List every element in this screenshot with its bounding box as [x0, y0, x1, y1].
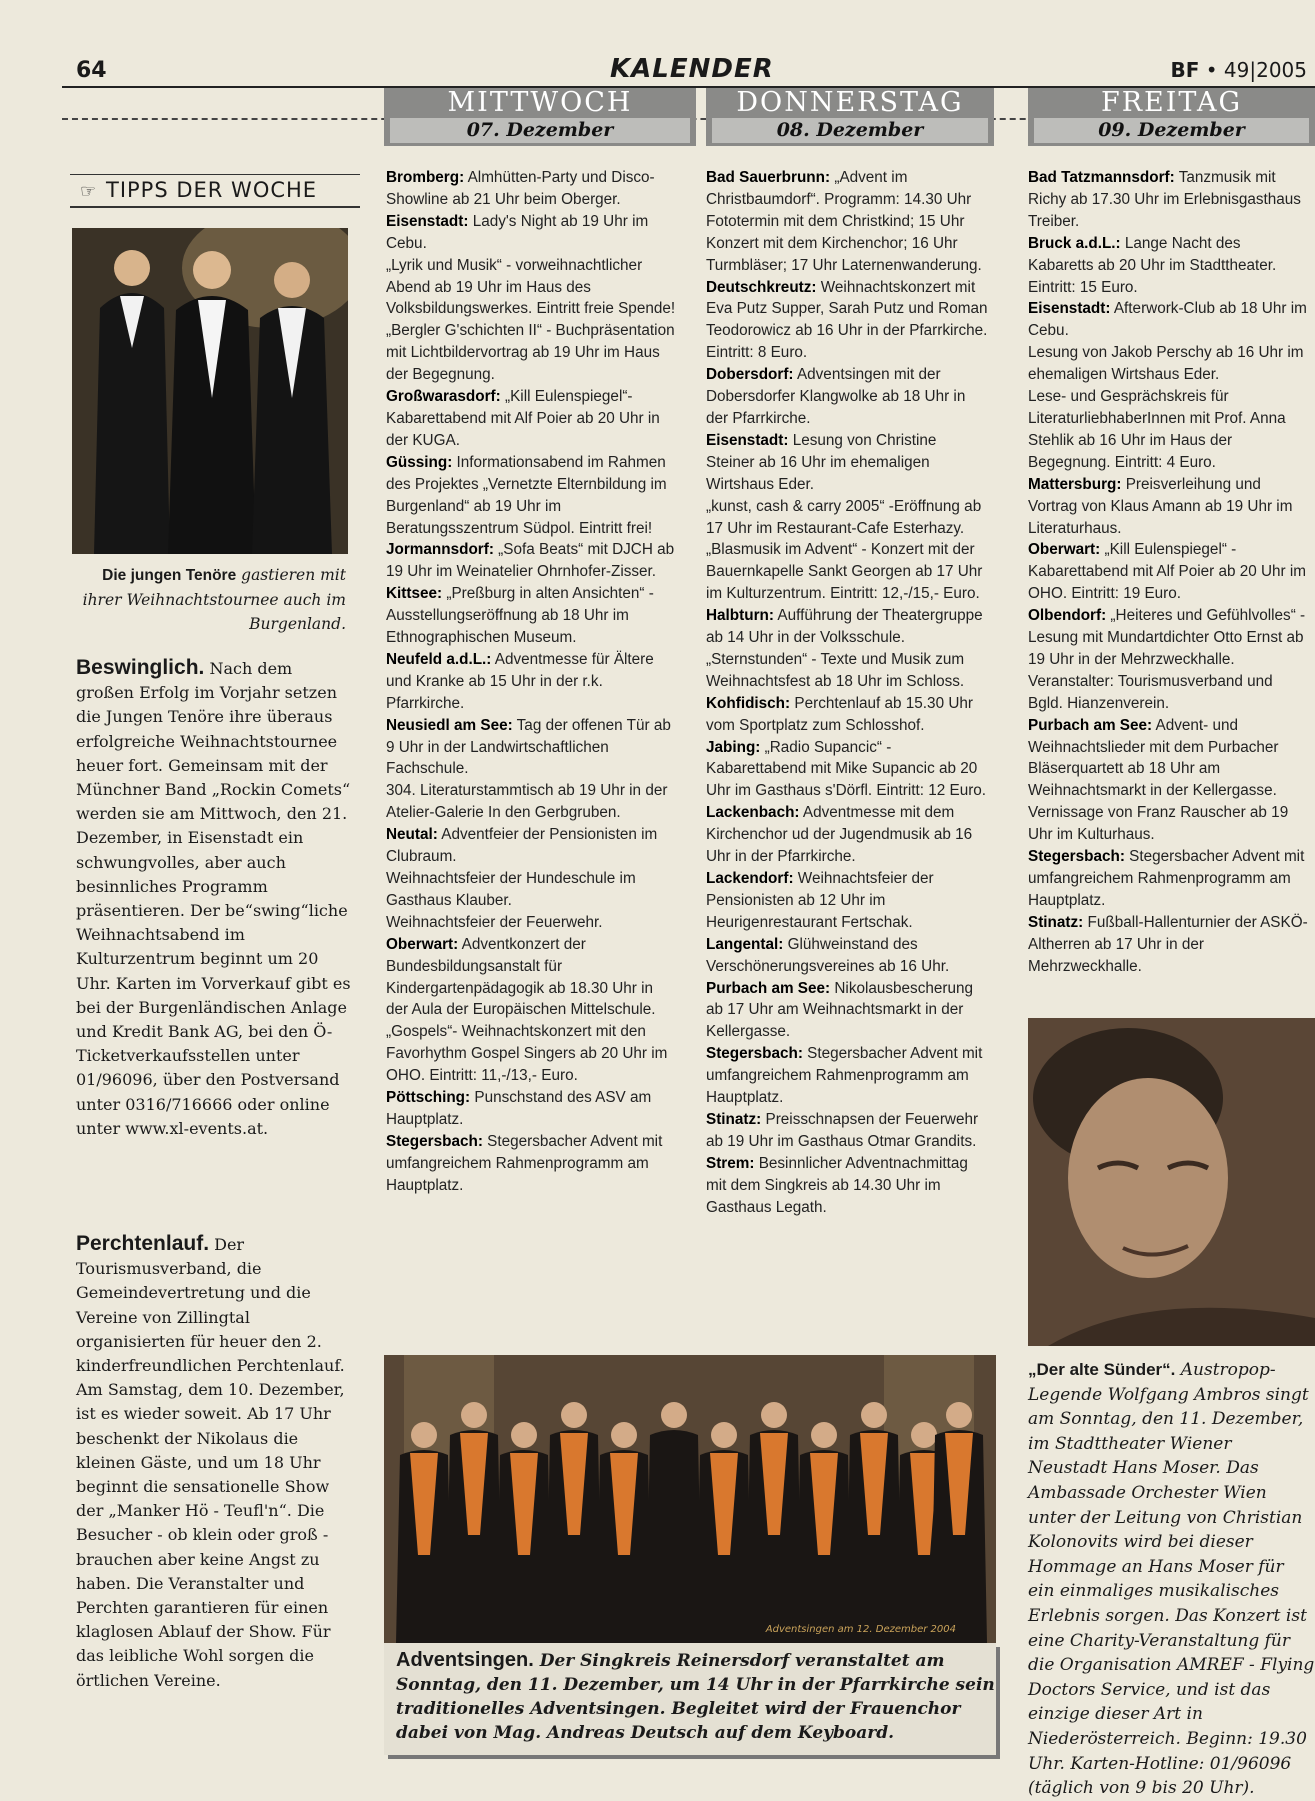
event-text: 304. Literaturstammtisch ab 19 Uhr in der Atelier-Galerie In den Gerbgruben.: [386, 782, 668, 822]
day-name: MITTWOCH: [447, 87, 633, 118]
event-place: Eisenstadt:: [386, 212, 469, 230]
event-text: Adventmesse mit dem Kirchenchor ud der Jugendmusik ab 16 Uhr in der Pfarrkirche.: [706, 804, 973, 866]
publication-name: BF: [1170, 58, 1200, 82]
event-entry: [706, 605, 988, 649]
event-place: Bruck a.d.L.:: [1028, 234, 1121, 252]
event-entry: [386, 1021, 676, 1087]
caption-text: gastieren mit ihrer Weihnachtstournee auch im Burgenland.: [82, 566, 346, 633]
singer-head: [611, 1422, 637, 1448]
event-text: Afterwork-Club ab 18 Uhr im Cebu.: [1028, 300, 1307, 340]
event-entry: [386, 255, 676, 321]
event-text: „Preßburg in alten Ansichten“ - Ausstellungseröffnung ab 18 Uhr im Ethnographischen Museum.: [386, 585, 654, 647]
event-text: „Radio Supancic“ - Kabarettabend mit Mike Supancic ab 20 Uhr im Gasthaus s'Dörfl. Eintritt: 12 Euro.: [706, 738, 987, 800]
event-entry: [1028, 386, 1310, 474]
event-place: Neufeld a.d.L.:: [386, 650, 492, 668]
event-place: Dobersdorf:: [706, 366, 794, 384]
singer-head: [511, 1422, 537, 1448]
singer-head: [561, 1402, 587, 1428]
event-entry: [706, 1109, 988, 1153]
article-perchtenlauf: [76, 1232, 354, 1693]
event-entry: [386, 715, 676, 781]
singer-head: [761, 1402, 787, 1428]
event-place: Stegersbach:: [1028, 848, 1125, 866]
event-place: Oberwart:: [386, 935, 459, 953]
caption-heading: „Der alte Sünder“.: [1028, 1360, 1176, 1379]
issue-number: 49|2005: [1223, 58, 1307, 82]
event-text: Weihnachtsfeier der Pensionisten ab 12 Uhr im Heurigenrestaurant Fertschak.: [706, 870, 934, 931]
event-text: Weihnachtsfeier der Feuerwehr.: [386, 913, 603, 931]
event-entry: [1028, 474, 1310, 540]
day-date: 07. Dezember: [390, 118, 690, 143]
singer-head: [811, 1422, 837, 1448]
event-entry: [386, 539, 676, 583]
event-place: Eisenstadt:: [1028, 300, 1111, 318]
event-entry: [706, 364, 988, 430]
day-name: DONNERSTAG: [736, 87, 964, 118]
event-place: Bad Tatzmannsdorf:: [1028, 169, 1175, 186]
event-entry: [706, 539, 988, 605]
event-place: Stegersbach:: [386, 1132, 483, 1150]
event-entry: [1028, 846, 1310, 912]
event-place: Kittsee:: [386, 585, 443, 603]
event-text: Perchtenlauf ab 15.30 Uhr vom Sportplatz zum Schlosshof.: [706, 694, 973, 734]
events-wednesday: [386, 167, 676, 1197]
event-place: Stinatz:: [706, 1110, 762, 1128]
event-text: „Advent im Christbaumdorf“. Programm: 14.30 Uhr Fototermin mit dem Christkind; 15 Uhr Konzert mit dem Kirchenchor; 16 Uhr Turmbläser; 17 Uhr Laternenwanderung.: [706, 169, 982, 274]
event-entry: [386, 912, 676, 934]
event-entry: [386, 824, 676, 868]
event-entry: [386, 868, 676, 912]
ambros-caption: [1028, 1358, 1315, 1801]
event-text: „Sofa Beats“ mit DJCH ab 19 Uhr im Weinatelier Ohrnhofer-Zisser.: [386, 541, 675, 581]
event-entry: [706, 868, 988, 934]
event-entry: [706, 934, 988, 978]
article-body: Der Tourismusverband, die Gemeindevertretung und die Vereine von Zillingtal organisierten für heuer den 2. kinderfreundlichen Perchtenlauf. Am Samstag, dem 10. Dezember, ist es wieder soweit. Ab 17 Uhr beschenkt der Nikolaus die kleinen Gäste, und um 18 Uhr beginnt die sensationelle Show der „Manker Hö - Teufl'n“. Die Besucher - ob klein oder groß - brauchen aber keine Angst zu haben. Die Veranstalter und Perchten garantieren für einen klaglosen Ablauf der Show. Für das leibliche Wohl sorgen die örtlichen Vereine.: [76, 1235, 345, 1690]
event-place: Bad Sauerbrunn:: [706, 169, 831, 186]
event-place: Großwarasdorf:: [386, 388, 501, 406]
photo-watermark: Adventsingen am 12. Dezember 2004: [765, 1624, 956, 1635]
event-entry: [706, 802, 988, 868]
caption-bold: Die jungen Tenöre: [102, 567, 237, 584]
event-place: Langental:: [706, 935, 784, 953]
event-text: Stegersbacher Advent mit umfangreichem Rahmenprogramm am Hauptplatz.: [386, 1132, 663, 1194]
event-entry: [386, 1087, 676, 1131]
event-place: Oberwart:: [1028, 541, 1101, 559]
event-text: Fußball-Hallenturnier der ASKÖ-Altherren ab 17 Uhr in der Mehrzweckhalle.: [1028, 913, 1308, 975]
ambros-photo: [1028, 1018, 1315, 1346]
event-entry: [1028, 912, 1310, 978]
caption-text: Der Singkreis Reinersdorf veranstaltet am Sonntag, den 11. Dezember, um 14 Uhr in der Pfarrkirche sein traditionelles Adventsingen. Begleitet wird der Frauenchor dabei von Mag. Andreas Deutsch auf dem Keyboard.: [396, 1651, 995, 1743]
event-entry: [706, 737, 988, 803]
event-place: Stinatz:: [1028, 913, 1084, 931]
event-text: Stegersbacher Advent mit umfangreichem Rahmenprogramm am Hauptplatz.: [706, 1045, 983, 1107]
event-text: Tag der offenen Tür ab 9 Uhr in der Landwirtschaftlichen Fachschule.: [386, 716, 671, 778]
event-text: Stegersbacher Advent mit umfangreichem Rahmenprogramm am Hauptplatz.: [1028, 848, 1305, 909]
page-number: 64: [76, 58, 107, 83]
article-body: Nach dem großen Erfolg im Vorjahr setzen die Jungen Tenöre ihre überaus erfolgreiche Weihnachtstournee heuer fort. Gemeinsam mit der Münchner Band „Rockin Comets“ werden sie am Mittwoch, den 21. Dezember, in Eisenstadt ein schwungvolles, aber auch besinnliches Programm präsentieren. Der be“swing“liche Weihnachtsabend im Kulturzentrum beginnt um 20 Uhr. Karten im Vorverkauf gibt es bei der Burgenländischen Anlage und Kredit Bank AG, bei den Ö-Ticketverkaufsstellen unter 01/96096, über den Postversand unter 0316/716666 oder online unter www.xl-events.at.: [76, 659, 351, 1138]
event-entry: [386, 934, 676, 1022]
event-text: Informationsabend im Rahmen des Projektes „Vernetzte Elternbildung im Burgenland“ ab 19 Uhr im Beratungsszentrum Südpol. Eintritt frei!: [386, 453, 667, 537]
event-text: Besinnlicher Adventnachmittag mit dem Singkreis ab 14.30 Uhr im Gasthaus Legath.: [706, 1154, 968, 1216]
caption-text: Austropop-Legende Wolfgang Ambros singt am Sonntag, den 11. Dezember, im Stadttheater Wiener Neustadt Hans Moser. Das Ambassade Orchester Wien unter der Leitung von Christian Kolonovits wird bei dieser Hommage an Hans Moser für ein einmaliges musikalisches Erlebnis sorgen. Das Konzert ist eine Charity-Veranstaltung für die Organisation AMREF - Flying Doctors Service, und ist das einzige dieser Art in Niederösterreich. Beginn: 19.30 Uhr. Karten-Hotline: 01/96096 (täglich von 9 bis 20 Uhr).: [1028, 1360, 1315, 1799]
event-place: Eisenstadt:: [706, 431, 789, 449]
event-place: Purbach am See:: [1028, 716, 1153, 734]
singer-head: [711, 1422, 737, 1448]
event-entry: [386, 211, 676, 255]
event-entry: [706, 496, 988, 540]
bullet: •: [1205, 58, 1218, 82]
event-entry: [706, 978, 988, 1044]
event-text: Adventkonzert der Bundesbildungsanstalt für Kindergartenpädagogik ab 18.30 Uhr in der Aula der Europäischen Mittelschule.: [386, 935, 656, 1019]
event-text: Preisschnapsen der Feuerwehr ab 19 Uhr im Gasthaus Otmar Grandits.: [706, 1110, 979, 1150]
article-heading: Beswinglich.: [76, 656, 205, 679]
event-place: Strem:: [706, 1154, 755, 1172]
choir-photo: [384, 1355, 996, 1643]
event-text: Adventmesse für Ältere und Kranke ab 15 Uhr in der r.k. Pfarrkirche.: [386, 650, 654, 712]
event-place: Bromberg:: [386, 169, 465, 186]
caption-heading: Adventsingen.: [396, 1649, 534, 1671]
event-text: „Kill Eulenspiegel“-Kabarettabend mit Alf Poier ab 20 Uhr in der KUGA.: [386, 388, 660, 449]
event-text: Nikolausbescherung ab 17 Uhr am Weihnachtsmarkt in der Kellergasse.: [706, 979, 973, 1041]
event-text: Adventfeier der Pensionisten im Clubraum.: [386, 826, 658, 866]
event-place: Halbturn:: [706, 607, 774, 625]
event-entry: [1028, 167, 1310, 233]
event-place: Lackenbach:: [706, 804, 800, 822]
event-entry: [1028, 802, 1310, 846]
event-entry: [706, 167, 988, 277]
event-entry: [706, 693, 988, 737]
event-text: „Sternstunden“ - Texte und Musik zum Weihnachtsfest ab 18 Uhr im Schloss.: [706, 650, 965, 690]
event-entry: [386, 386, 676, 452]
event-text: Tanzmusik mit Richy ab 17.30 Uhr im Erlebnisgasthaus Treiber.: [1028, 169, 1301, 230]
section-title: KALENDER: [610, 54, 774, 84]
day-header-thursday: [706, 88, 994, 146]
tenors-caption: [70, 563, 346, 636]
event-text: Punschstand des ASV am Hauptplatz.: [386, 1089, 652, 1128]
event-text: Almhütten-Party und Disco-Showline ab 21 Uhr beim Oberger.: [386, 169, 655, 208]
event-entry: [1028, 342, 1310, 386]
day-header-wednesday: [384, 88, 696, 146]
event-place: Purbach am See:: [706, 979, 831, 997]
publication-info: [1170, 58, 1307, 82]
tenors-photo: [72, 228, 348, 554]
event-entry: [1028, 715, 1310, 803]
event-entry: [706, 430, 988, 496]
event-entry: [706, 1043, 988, 1109]
event-entry: [1028, 233, 1310, 299]
event-text: „Gospels“- Weihnachtskonzert mit den Favorhythm Gospel Singers ab 20 Uhr im OHO. Eintritt: 11,-/13,- Euro.: [386, 1023, 668, 1085]
event-text: Lesung von Christine Steiner ab 16 Uhr im ehemaligen Wirtshaus Eder.: [706, 431, 937, 493]
event-place: Neutal:: [386, 826, 438, 844]
event-entry: [1028, 298, 1310, 342]
pointing-hand-icon: ☞: [80, 181, 98, 202]
event-text: „Kill Eulenspiegel“ - Kabarettabend mit Alf Poier ab 20 Uhr im OHO. Eintritt: 19 Euro.: [1028, 541, 1307, 603]
day-name: FREITAG: [1100, 87, 1243, 118]
event-place: Mattersburg:: [1028, 475, 1122, 493]
day-header-friday: [1028, 88, 1315, 146]
choir-illustration: [384, 1355, 996, 1643]
article-heading: Perchtenlauf.: [76, 1232, 210, 1255]
singer-body: [646, 1430, 702, 1643]
event-place: Lackendorf:: [706, 870, 794, 887]
event-place: Olbendorf:: [1028, 607, 1107, 625]
singer-head: [661, 1402, 687, 1428]
event-text: Preisverleihung und Vortrag von Klaus Amann ab 19 Uhr im Literaturhaus.: [1028, 475, 1293, 537]
event-text: Aufführung der Theatergruppe ab 14 Uhr in der Volksschule.: [706, 607, 983, 647]
event-place: Güssing:: [386, 453, 453, 471]
tipps-heading: [70, 174, 360, 208]
tenors-illustration: [72, 228, 348, 554]
day-date: 08. Dezember: [712, 118, 988, 143]
day-date: 09. Dezember: [1034, 118, 1309, 143]
event-text: Advent- und Weihnachtslieder mit dem Purbacher Bläserquartett ab 18 Uhr am Weihnachtsmarkt in der Kellergasse.: [1028, 716, 1279, 800]
event-place: Pöttsching:: [386, 1089, 471, 1107]
event-entry: [386, 320, 676, 386]
event-text: „kunst, cash & carry 2005“ -Eröffnung ab 17 Uhr im Restaurant-Cafe Esterhazy.: [706, 497, 982, 537]
event-text: Lange Nacht des Kabaretts ab 20 Uhr im Stadttheater. Eintritt: 15 Euro.: [1028, 234, 1277, 296]
event-text: Weihnachtskonzert mit Eva Putz Supper, Sarah Putz und Roman Teodorowicz ab 16 Uhr in der Pfarrkirche. Eintritt: 8 Euro.: [706, 278, 988, 362]
event-text: Glühweinstand des Verschönerungsvereines ab 16 Uhr.: [706, 935, 950, 975]
singer-head: [911, 1422, 937, 1448]
singer-head: [461, 1402, 487, 1428]
singer-head: [861, 1402, 887, 1428]
event-entry: [386, 583, 676, 649]
event-entry: [1028, 605, 1310, 715]
event-entry: [386, 1131, 676, 1197]
events-thursday: [706, 167, 988, 1219]
event-text: Lesung von Jakob Perschy ab 16 Uhr im ehemaligen Wirtshaus Eder.: [1028, 344, 1304, 384]
event-entry: [386, 780, 676, 824]
singer-head: [946, 1402, 972, 1428]
event-place: Kohfidisch:: [706, 694, 791, 712]
event-text: Adventsingen mit der Dobersdorfer Klangwolke ab 18 Uhr in der Pfarrkirche.: [706, 366, 966, 427]
event-text: „Heiteres und Gefühlvolles“ - Lesung mit Mundartdichter Otto Ernst ab 19 Uhr in der Mehrzweckhalle. Veranstalter: Tourismusverband und Bgld. Hianzenverein.: [1028, 607, 1306, 712]
event-text: Weihnachtsfeier der Hundeschule im Gasthaus Klauber.: [386, 870, 636, 909]
singer-head: [411, 1422, 437, 1448]
event-place: Deutschkreutz:: [706, 278, 817, 296]
article-beswinglich: [76, 656, 354, 1141]
event-entry: [706, 277, 988, 365]
ambros-illustration: [1028, 1018, 1315, 1346]
event-text: Lady's Night ab 19 Uhr im Cebu.: [386, 212, 649, 252]
events-friday: [1028, 167, 1310, 978]
event-entry: [706, 649, 988, 693]
event-text: „Blasmusik im Advent“ - Konzert mit der Bauernkapelle Sankt Georgen ab 17 Uhr im Kulturzentrum. Eintritt: 12,-/15,- Euro.: [706, 541, 983, 603]
event-text: „Bergler G'schichten II“ - Buchpräsentation mit Lichtbildervortrag ab 19 Uhr im Haus der Begegnung.: [386, 322, 675, 384]
event-text: Lese- und Gesprächskreis für LiteraturliebhaberInnen mit Prof. Anna Stehlik ab 16 Uhr im Haus der Begegnung. Eintritt: 4 Euro.: [1028, 388, 1286, 471]
event-entry: [1028, 539, 1310, 605]
tipps-title: TIPPS DER WOCHE: [106, 178, 318, 202]
event-place: Stegersbach:: [706, 1045, 803, 1063]
event-place: Jabing:: [706, 738, 761, 756]
event-text: „Lyrik und Musik“ - vorweihnachtlicher Abend ab 19 Uhr im Haus des Volksbildungswerkes. Eintritt freie Spende!: [386, 256, 676, 318]
event-place: Neusiedl am See:: [386, 716, 513, 734]
event-entry: [386, 167, 676, 211]
event-entry: [706, 1153, 988, 1219]
event-place: Jormannsdorf:: [386, 541, 494, 559]
event-text: Vernissage von Franz Rauscher ab 19 Uhr im Kulturhaus.: [1028, 804, 1289, 844]
choir-caption: [396, 1648, 996, 1745]
event-entry: [386, 649, 676, 715]
event-entry: [386, 452, 676, 540]
